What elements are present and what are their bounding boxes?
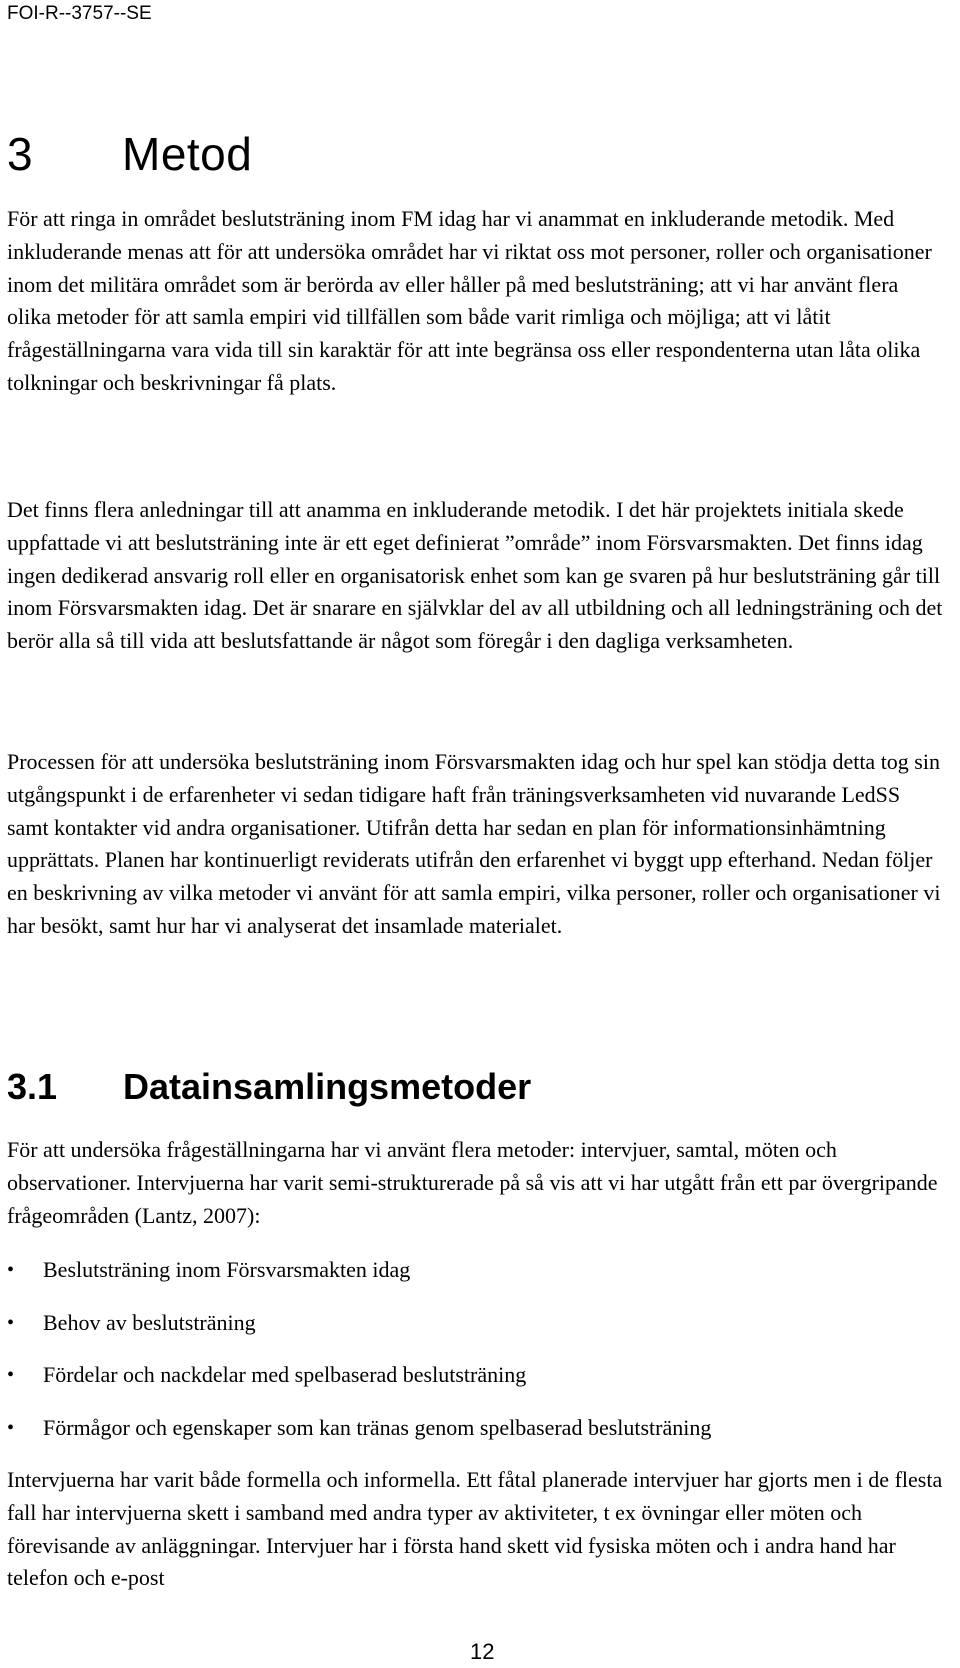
bullet-icon: •	[7, 1364, 15, 1386]
paragraph: Det finns flera anledningar till att anamma en inkluderande metodik. I det här projektets initiala skede uppfattade vi att beslutsträning inte är ett eget definierat ”område” inom Försvarsmakten. Det finns idag ingen dedikerad ansvarig roll eller en organisatorisk enhet som kan ge svaren på hur beslutsträning går till inom Försvarsmakten idag. Det är snarare en självklar del av all utbildning och all ledningsträning och det berör alla så till vida att beslutsfattande är något som föregår i den dagliga verksamheten.	[7, 497, 943, 654]
list-item-text: Behov av beslutsträning	[43, 1309, 256, 1335]
list-item-text: Beslutsträning inom Försvarsmakten idag	[43, 1257, 411, 1282]
section-title: Metod	[122, 128, 253, 180]
bullet-list	[7, 1254, 946, 1464]
section-number: 3	[7, 128, 34, 180]
list-item	[7, 1254, 946, 1307]
list-item	[7, 1412, 946, 1465]
subsection-heading	[7, 1064, 531, 1110]
subsection-title: Datainsamlingsmetoder	[123, 1066, 532, 1107]
list-item-text: Fördelar och nackdelar med spelbaserad beslutsträning	[43, 1362, 527, 1387]
bullet-icon: •	[7, 1311, 15, 1334]
section-heading	[7, 126, 252, 182]
list-item	[7, 1359, 946, 1412]
bullet-icon: •	[7, 1259, 15, 1281]
paragraph: För att ringa in området beslutsträning inom FM idag har vi anammat en inkluderande metodik. Med inkluderande menas att för att undersöka området har vi riktat oss mot personer, roller och organisationer inom det militära området som är berörda av eller håller på med beslutsträning; att vi har använt flera olika metoder för att samla empiri vid tillfällen som både varit rimliga och möjliga; att vi låtit frågeställningarna vara vida till sin karaktär för att inte begränsa oss eller respondenterna utan låta olika tolkningar och beskrivningar få plats.	[7, 206, 932, 395]
subsection-number: 3.1	[7, 1066, 58, 1107]
document-code: FOI-R--3757--SE	[7, 3, 152, 24]
paragraph: För att undersöka frågeställningarna har vi använt flera metoder: intervjuer, samtal, möten och observationer. Intervjuerna har varit semi-strukturerade på så vis att vi har utgått från ett par övergripande frågeområden (Lantz, 2007):	[7, 1137, 938, 1228]
paragraph: Intervjuerna har varit både formella och informella. Ett fåtal planerade intervjuer har gjorts men i de flesta fall har intervjuerna skett i samband med andra typer av aktiviteter, t ex övningar eller möten och förevisande av anläggningar. Intervjuer har i första hand skett vid fysiska möten och i andra hand har telefon och e-post	[7, 1467, 943, 1591]
bullet-icon: •	[7, 1416, 15, 1439]
list-item	[7, 1307, 946, 1360]
paragraph: Processen för att undersöka beslutsträning inom Försvarsmakten idag och hur spel kan stödja detta tog sin utgångspunkt i de erfarenheter vi sedan tidigare haft från träningsverksamheten vid nuvarande LedSS samt kontakter vid andra organisationer. Utifrån detta har sedan en plan för informationsinhämtning upprättats. Planen har kontinuerligt reviderats utifrån den erfarenhet vi byggt upp efterhand. Nedan följer en beskrivning av vilka metoder vi använt för att samla empiri, vilka personer, roller och organisationer vi har besökt, samt hur har vi analyserat det insamlade materialet.	[7, 749, 941, 938]
page-number: 12	[470, 1639, 495, 1664]
list-item-text: Förmågor och egenskaper som kan tränas genom spelbaserad beslutsträning	[43, 1414, 712, 1440]
